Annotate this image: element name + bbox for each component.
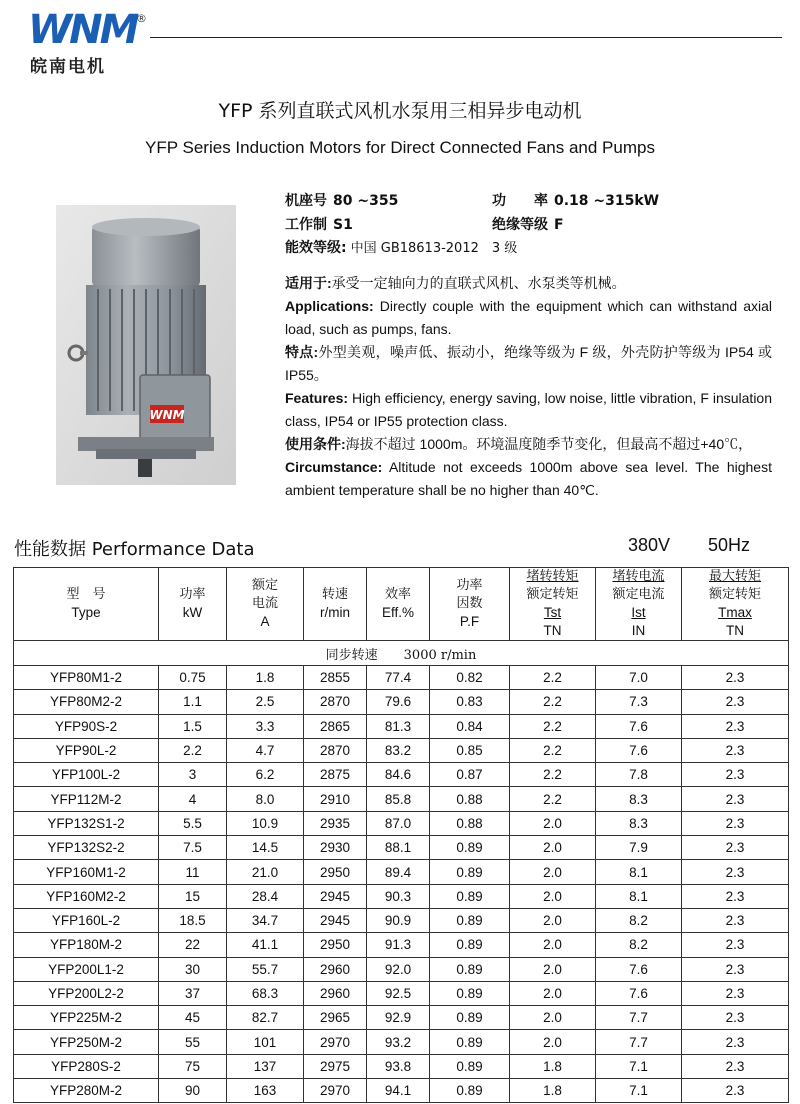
cell-efficiency: 92.0 [367,957,430,981]
col-pf-header: 功率 因数 P.F [430,568,510,641]
cell-current: 14.5 [227,836,304,860]
spec-power [492,190,659,210]
cell-speed: 2910 [304,787,367,811]
cell-tst-ratio: 2.0 [510,1006,596,1030]
cell-pf: 0.89 [430,1006,510,1030]
cell-power: 22 [159,933,227,957]
cell-ist-ratio: 8.2 [596,908,682,932]
cell-tst-ratio: 2.2 [510,787,596,811]
cell-power: 15 [159,884,227,908]
cell-current: 4.7 [227,738,304,762]
cell-type: YFP200L1-2 [14,957,159,981]
cell-efficiency: 93.8 [367,1054,430,1078]
cell-type: YFP250M-2 [14,1030,159,1054]
table-row [14,787,789,811]
circumstance-cn-label: 使用条件: [285,436,346,452]
col-efficiency-header: 效率 Eff.% [367,568,430,641]
cell-speed: 2945 [304,884,367,908]
cell-type: YFP160M2-2 [14,884,159,908]
cell-tmax-ratio: 2.3 [682,860,789,884]
cell-power: 1.5 [159,714,227,738]
cell-power: 37 [159,981,227,1005]
cell-speed: 2950 [304,860,367,884]
spec-power-value: 0.18 ~315kW [554,193,660,209]
page-title-chinese: YFP 系列直联式风机水泵用三相异步电动机 [218,100,582,122]
cell-speed: 2870 [304,738,367,762]
circumstance-cn [285,433,772,456]
cell-type: YFP180M-2 [14,933,159,957]
performance-voltage: 380V [628,535,671,555]
table-row [14,811,789,835]
cell-tst-ratio: 2.2 [510,763,596,787]
cell-speed: 2870 [304,690,367,714]
cell-speed: 2855 [304,666,367,690]
cell-type: YFP200L2-2 [14,981,159,1005]
cell-tmax-ratio: 2.3 [682,811,789,835]
sync-speed-row [14,641,789,666]
cell-type: YFP132S1-2 [14,811,159,835]
cell-power: 0.75 [159,666,227,690]
spec-efficiency [285,237,517,257]
cell-efficiency: 90.3 [367,884,430,908]
cell-tst-ratio: 1.8 [510,1079,596,1103]
table-row [14,933,789,957]
table-row [14,908,789,932]
cell-ist-ratio: 7.7 [596,1006,682,1030]
applications-cn-label: 适用于: [285,275,332,291]
cell-tmax-ratio: 2.3 [682,690,789,714]
features-en-label: Features: [285,390,349,406]
cell-speed: 2965 [304,1006,367,1030]
cell-current: 137 [227,1054,304,1078]
cell-pf: 0.89 [430,1054,510,1078]
description-block [285,272,772,502]
spec-duty-value: S1 [333,217,353,233]
cell-tst-ratio: 2.2 [510,714,596,738]
cell-tst-ratio: 2.0 [510,908,596,932]
table-row [14,957,789,981]
cell-tst-ratio: 1.8 [510,1054,596,1078]
cell-tst-ratio: 2.0 [510,933,596,957]
cell-ist-ratio: 8.2 [596,933,682,957]
cell-speed: 2960 [304,981,367,1005]
applications-en-label: Applications: [285,298,374,314]
cell-ist-ratio: 8.3 [596,787,682,811]
cell-ist-ratio: 8.1 [596,860,682,884]
cell-speed: 2875 [304,763,367,787]
cell-power: 55 [159,1030,227,1054]
applications-en [285,295,772,341]
brand-logo [28,7,148,77]
cell-tmax-ratio: 2.3 [682,787,789,811]
cell-efficiency: 84.6 [367,763,430,787]
spec-efficiency-value: 中国 GB18613-2012 3 级 [350,241,518,256]
cell-type: YFP100L-2 [14,763,159,787]
circumstance-en [285,456,772,502]
cell-power: 90 [159,1079,227,1103]
cell-tmax-ratio: 2.3 [682,908,789,932]
cell-tst-ratio: 2.0 [510,1030,596,1054]
registered-mark: ® [136,12,147,25]
cell-current: 28.4 [227,884,304,908]
cell-pf: 0.88 [430,811,510,835]
cell-speed: 2975 [304,1054,367,1078]
cell-ist-ratio: 7.8 [596,763,682,787]
header-divider [150,37,782,38]
col-current-header: 额定 电流 A [227,568,304,641]
cell-ist-ratio: 8.1 [596,884,682,908]
cell-ist-ratio: 7.6 [596,981,682,1005]
cell-ist-ratio: 7.0 [596,666,682,690]
cell-pf: 0.89 [430,1079,510,1103]
cell-power: 4 [159,787,227,811]
cell-tmax-ratio: 2.3 [682,884,789,908]
motor-illustration [56,205,236,485]
cell-pf: 0.89 [430,1030,510,1054]
features-en-text: High efficiency, energy saving, low noise, little vibration, F insulation class, IP54 or IP55 protection class. [285,390,772,429]
cell-tmax-ratio: 2.3 [682,933,789,957]
cell-efficiency: 77.4 [367,666,430,690]
cell-tmax-ratio: 2.3 [682,957,789,981]
table-row [14,1054,789,1078]
cell-type: YFP112M-2 [14,787,159,811]
circumstance-en-text: Altitude not exceeds 1000m above sea level. The highest ambient temperature shall be no higher than 40℃. [285,459,772,498]
cell-power: 18.5 [159,908,227,932]
cell-speed: 2960 [304,957,367,981]
table-row [14,884,789,908]
cell-type: YFP160L-2 [14,908,159,932]
col-power-header: 功率 kW [159,568,227,641]
performance-table [13,567,789,1103]
cell-pf: 0.85 [430,738,510,762]
cell-pf: 0.89 [430,981,510,1005]
cell-speed: 2970 [304,1079,367,1103]
cell-tmax-ratio: 2.3 [682,738,789,762]
applications-cn-text: 承受一定轴向力的直联式风机、水泵类等机械。 [331,275,626,291]
table-row [14,690,789,714]
features-cn-text: 外型美观，噪声低、振动小，绝缘等级为 F 级，外壳防护等级为 IP54 或 IP55。 [285,344,772,383]
cell-power: 2.2 [159,738,227,762]
cell-efficiency: 81.3 [367,714,430,738]
cell-ist-ratio: 7.1 [596,1054,682,1078]
table-row [14,763,789,787]
features-cn [285,341,772,387]
cell-tmax-ratio: 2.3 [682,666,789,690]
logo-chinese-name: 皖南电机 [30,57,106,77]
cell-type: YFP80M2-2 [14,690,159,714]
spec-frame [285,190,398,210]
applications-en-text: Directly couple with the equipment which can withstand axial load, such as pumps, fans. [285,298,772,337]
cell-current: 1.8 [227,666,304,690]
cell-tst-ratio: 2.0 [510,836,596,860]
cell-current: 6.2 [227,763,304,787]
cell-tmax-ratio: 2.3 [682,714,789,738]
cell-power: 30 [159,957,227,981]
cell-power: 75 [159,1054,227,1078]
cell-current: 68.3 [227,981,304,1005]
cell-speed: 2930 [304,836,367,860]
features-en [285,387,772,433]
cell-efficiency: 88.1 [367,836,430,860]
cell-tst-ratio: 2.2 [510,690,596,714]
photo-badge: WNM [149,408,185,422]
cell-pf: 0.87 [430,763,510,787]
cell-current: 55.7 [227,957,304,981]
cell-power: 1.1 [159,690,227,714]
cell-tst-ratio: 2.2 [510,666,596,690]
cell-current: 41.1 [227,933,304,957]
cell-efficiency: 90.9 [367,908,430,932]
cell-type: YFP160M1-2 [14,860,159,884]
features-cn-label: 特点: [285,344,319,360]
table-row [14,1079,789,1103]
spec-duty [285,214,353,234]
cell-type: YFP280S-2 [14,1054,159,1078]
cell-ist-ratio: 7.3 [596,690,682,714]
cell-ist-ratio: 7.1 [596,1079,682,1103]
cell-type: YFP280M-2 [14,1079,159,1103]
cell-type: YFP132S2-2 [14,836,159,860]
cell-tmax-ratio: 2.3 [682,763,789,787]
cell-current: 10.9 [227,811,304,835]
cell-efficiency: 85.8 [367,787,430,811]
cell-pf: 0.89 [430,933,510,957]
cell-tst-ratio: 2.0 [510,811,596,835]
cell-ist-ratio: 7.7 [596,1030,682,1054]
cell-tmax-ratio: 2.3 [682,1054,789,1078]
cell-tmax-ratio: 2.3 [682,836,789,860]
cell-efficiency: 83.2 [367,738,430,762]
cell-power: 3 [159,763,227,787]
cell-current: 82.7 [227,1006,304,1030]
cell-efficiency: 92.9 [367,1006,430,1030]
cell-tst-ratio: 2.0 [510,957,596,981]
cell-type: YFP90L-2 [14,738,159,762]
cell-tst-ratio: 2.0 [510,860,596,884]
cell-tmax-ratio: 2.3 [682,1030,789,1054]
table-row [14,714,789,738]
col-tst-header: 堵转转矩 额定转矩 Tst TN [510,568,596,641]
spec-insulation-value: F [554,217,564,233]
cell-power: 5.5 [159,811,227,835]
col-ist-header: 堵转电流 额定电流 Ist IN [596,568,682,641]
cell-current: 8.0 [227,787,304,811]
spec-frame-label: 机座号 [285,193,327,209]
circumstance-cn-text: 海拔不超过 1000m。环境温度随季节变化，但最高不超过+40℃， [345,436,753,452]
cell-current: 3.3 [227,714,304,738]
table-row [14,981,789,1005]
col-speed-header: 转速 r/min [304,568,367,641]
cell-type: YFP225M-2 [14,1006,159,1030]
table-row [14,860,789,884]
performance-frequency: 50Hz [708,535,751,555]
cell-ist-ratio: 7.9 [596,836,682,860]
table-header-row [14,568,789,641]
cell-speed: 2950 [304,933,367,957]
cell-pf: 0.89 [430,860,510,884]
cell-tmax-ratio: 2.3 [682,1079,789,1103]
logo-letters: WNM [28,7,137,53]
cell-power: 45 [159,1006,227,1030]
cell-speed: 2970 [304,1030,367,1054]
col-type-header: 型 号 Type [14,568,159,641]
table-row [14,836,789,860]
cell-speed: 2945 [304,908,367,932]
cell-current: 34.7 [227,908,304,932]
table-row [14,666,789,690]
spec-efficiency-label: 能效等级: [285,240,347,256]
cell-speed: 2865 [304,714,367,738]
motor-photo [56,205,236,485]
applications-cn [285,272,772,295]
cell-current: 101 [227,1030,304,1054]
cell-tst-ratio: 2.2 [510,738,596,762]
sync-speed-cell: 同步转速 3000 r/min [14,641,789,666]
cell-ist-ratio: 7.6 [596,738,682,762]
page-title-english: YFP Series Induction Motors for Direct Connected Fans and Pumps [145,138,655,157]
spec-insulation [492,214,564,234]
cell-efficiency: 92.5 [367,981,430,1005]
cell-type: YFP90S-2 [14,714,159,738]
cell-pf: 0.82 [430,666,510,690]
circumstance-en-label: Circumstance: [285,459,383,475]
cell-pf: 0.83 [430,690,510,714]
table-row [14,1030,789,1054]
cell-current: 163 [227,1079,304,1103]
cell-tst-ratio: 2.0 [510,981,596,1005]
cell-efficiency: 87.0 [367,811,430,835]
cell-current: 2.5 [227,690,304,714]
cell-efficiency: 94.1 [367,1079,430,1103]
spec-duty-label: 工作制 [285,217,327,233]
table-row [14,1006,789,1030]
cell-tmax-ratio: 2.3 [682,981,789,1005]
cell-efficiency: 93.2 [367,1030,430,1054]
spec-insulation-label: 绝缘等级 [492,217,548,233]
col-tmax-header: 最大转矩 额定转矩 Tmax TN [682,568,789,641]
cell-pf: 0.89 [430,884,510,908]
cell-power: 7.5 [159,836,227,860]
cell-pf: 0.89 [430,836,510,860]
cell-efficiency: 79.6 [367,690,430,714]
cell-type: YFP80M1-2 [14,666,159,690]
cell-speed: 2935 [304,811,367,835]
cell-efficiency: 89.4 [367,860,430,884]
table-row [14,738,789,762]
cell-ist-ratio: 8.3 [596,811,682,835]
spec-power-label: 功 率 [492,193,548,209]
cell-pf: 0.89 [430,957,510,981]
cell-pf: 0.89 [430,908,510,932]
cell-pf: 0.88 [430,787,510,811]
cell-current: 21.0 [227,860,304,884]
cell-tst-ratio: 2.0 [510,884,596,908]
cell-ist-ratio: 7.6 [596,957,682,981]
cell-tmax-ratio: 2.3 [682,1006,789,1030]
cell-ist-ratio: 7.6 [596,714,682,738]
cell-power: 11 [159,860,227,884]
spec-frame-value: 80 ~355 [333,193,399,209]
cell-pf: 0.84 [430,714,510,738]
cell-efficiency: 91.3 [367,933,430,957]
performance-title: 性能数据 Performance Data [14,539,255,560]
